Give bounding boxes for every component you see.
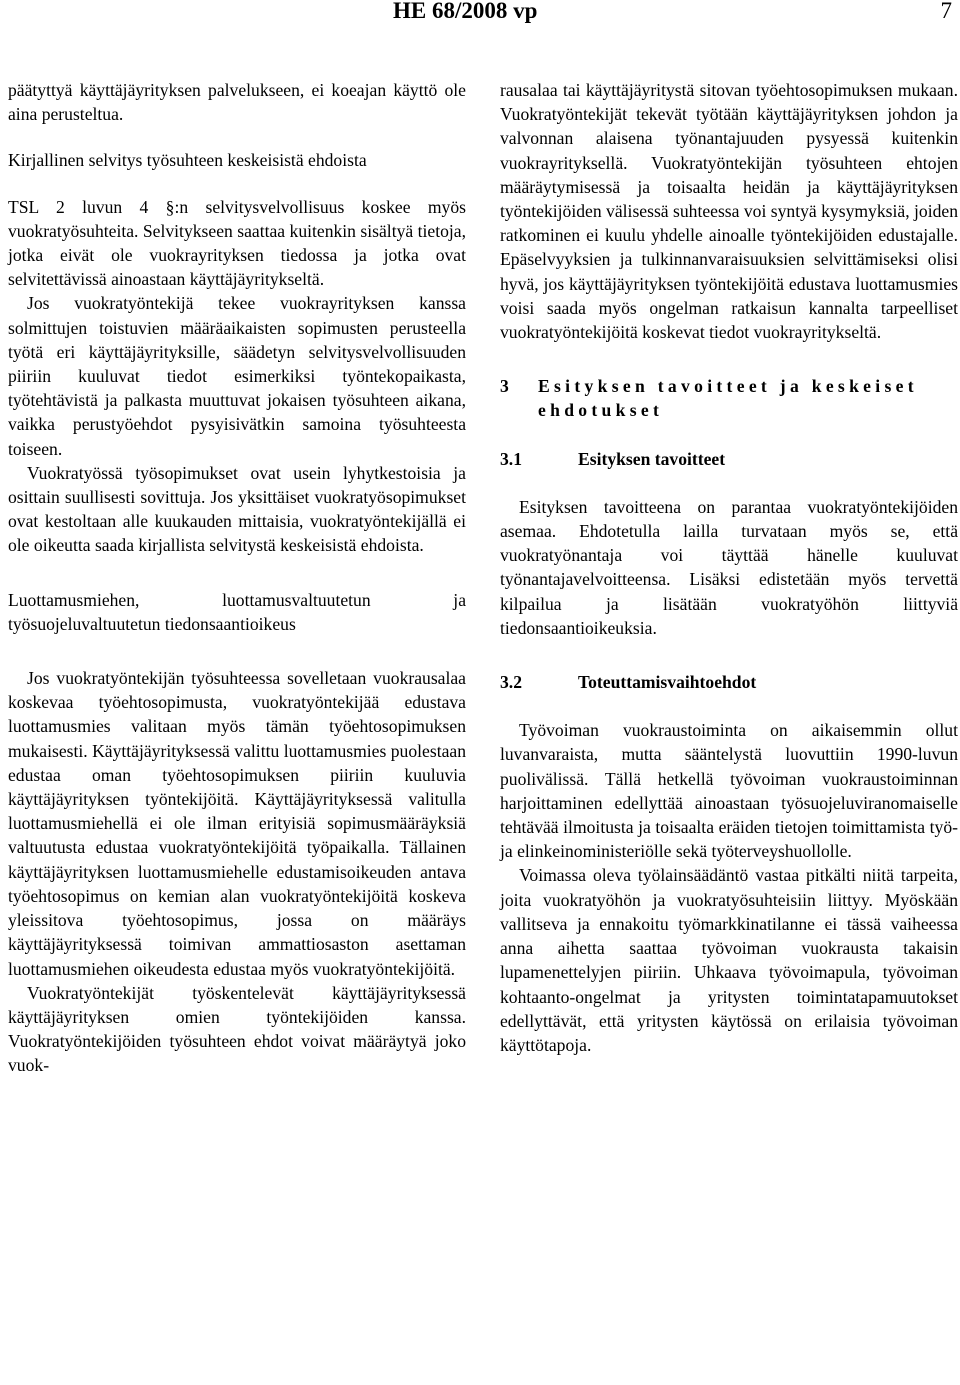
section-number: 3.1 (500, 448, 522, 469)
section-heading-3-1 (500, 447, 958, 471)
document-id: HE 68/2008 vp (393, 0, 538, 23)
page-number: 7 (940, 0, 952, 23)
paragraph: Vuokratyössä työsopimukset ovat usein lyhytkestoisia ja osittain suullisesti sovittuja. Jos yksittäiset vuokratyösopimukset ovat kestoltaan alle kuukauden mittaisia, vuokratyöntekijällä ei ole oikeutta saada kirjallista selvitystä keskeisistä ehdoista. (8, 462, 466, 556)
paragraph: Jos vuokratyöntekijä tekee vuokrayrityksen kanssa solmittujen toistuvien määräaikaisten sopimusten perusteella työtä eri käyttäjäyrityksille, säädetyn selvitysvelvollisuuden piiriin kuuluvat tiedot esimerkiksi työntekopaikasta, työtehtävistä ja palkasta muuttuvat jokaisen työsuhteen aikana, vaikka perustyöehdot pysyisivätkin samoina työsuhteesta toiseen. (8, 293, 466, 459)
paragraph: Jos vuokratyöntekijän työsuhteessa sovelletaan vuokrausalaa koskevaa työehtosopimusta, vuokratyöntekijää edustava luottamusmies valitaan myös tämän työehtosopimuksen mukaisesti. Käyttäjäyrityksessä valittu luottamusmies puolestaan edustaa oman työehtosopimuksen piiriin kuuluvia käyttäjäyrityksen työntekijöitä. Käyttäjäyrityksessä valitulla luottamusmiehellä ei ole ilman erityisiä sopimusmääräyksiä valtuutusta edustaa vuokratyöntekijöitä työpaikalla. Tällainen käyttäjäyrityksen luottamusmiehelle edustamisoikeuden antava työehtosopimus on kemian alan vuokratyöntekijöitä koskeva yleissitova työehtosopimus, jossa on määräys käyttäjäyrityksessä toimivan ammattiosaston asettaman luottamusmiehen oikeudesta edustaa myös vuokratyöntekijöitä. (8, 668, 466, 979)
section-heading: Luottamusmiehen, luottamusvaltuutetun ja työsuojeluvaltuutetun tiedonsaantioikeus (8, 589, 466, 634)
paragraph: päätyttyä käyttäjäyrityksen palvelukseen, ei koeajan käyttö ole aina perusteltua. (8, 80, 466, 125)
paragraph: Työvoiman vuokraustoiminta on aikaisemmin ollut luvanvaraista, mutta sääntelystä luovuttiin 1990-luvun puolivälissä. Tällä hetkellä työvoiman vuokraustoiminnan harjoittaminen edellyttää ainoastaan työsuojeluviranomaiselle tehtävää ilmoitusta ja toisaalta eräiden tietojen toimittamista työ- ja elinkeinoministeriölle sekä työterveyshuollolle. (500, 720, 958, 862)
section-number: 3 (500, 376, 509, 397)
paragraph: Esityksen tavoitteena on parantaa vuokratyöntekijöiden asemaa. Ehdotetulla lailla turvataan myös se, että vuokratyönantaja voi täyttää hänelle kuuluvat työnantajavelvoitteensa. Lisäksi edistetään myös tervettä kilpailua ja lisätään vuokratyöhön liittyviä tiedonsaantioikeuksia. (500, 496, 958, 638)
paragraph: rausalaa tai käyttäjäyritystä sitovan työehtosopimuksen mukaan. Vuokratyöntekijät tekevät työtään käyttäjäyrityksen johdon ja valvonnan alaisena työnantajuuden pysyessä kuitenkin vuokrayrityksellä. Vuokratyöntekijän työsuhteen ehtojen määräytymisessä ja toisaalta heidän ja käyttäjäyrityksen työntekijöiden välisessä suhteessa voi syntyä kysymyksiä, joiden ratkominen ei kuulu yhdelle ainoalle työntekijöiden edustajalle. Epäselvyyksien ja tulkinnanvaraisuuksien selvittämiseksi olisi hyvä, jos käyttäjäyrityksen työntekijöitä edustava luottamusmies voisi saada myös ongelman ratkaisun kannalta tarpeelliset vuokratyöntekijöitä koskevat tiedot vuokrayritykseltä. (500, 80, 958, 343)
section-title: Esityksen tavoitteet (578, 448, 726, 469)
section-number: 3.2 (500, 672, 522, 693)
right-column (500, 78, 958, 1057)
section-heading-3 (500, 374, 958, 422)
left-column (8, 78, 466, 1078)
paragraph: Voimassa oleva työlainsäädäntö vastaa pitkälti niitä tarpeita, joita vuokratyöhön ja vuokratyösuhteisiin liittyy. Myöskään vallitseva ja ennakoitu työmarkkinatilanne ei tässä vaiheessa anna aihetta saattaa työvoiman vuokrausta takaisin lupamenettelyjen piiriin. Uhkaava työvoimapula, työvoiman kohtaanto-ongelmat ja yritysten toimintatapamuutokset edellyttävät, että yritysten käytössä on erilaisia työvoiman käyttötapoja. (500, 865, 958, 1055)
paragraph: TSL 2 luvun 4 §:n selvitysvelvollisuus koskee myös vuokratyösuhteita. Selvitykseen saattaa kuitenkin sisältyä tietoja, jotka eivät ole vuokrayrityksen tiedossa ja jotka ovat selvitettävissä ainoastaan käyttäjäyritykseltä. (8, 196, 466, 290)
section-title: Toteuttamisvaihtoehdot (578, 672, 757, 693)
section-heading: Kirjallinen selvitys työsuhteen keskeisistä ehdoista (8, 150, 367, 171)
section-title: Esityksen tavoitteet ja keskeiset ehdotukset (538, 376, 918, 421)
page-header (0, 0, 960, 30)
paragraph: Vuokratyöntekijät työskentelevät käyttäjäyrityksessä käyttäjäyrityksen omien työntekijöiden kanssa. Vuokratyöntekijöiden työsuhteen ehdot voivat määräytyä joko vuok- (8, 982, 466, 1076)
section-heading-3-2 (500, 670, 958, 694)
